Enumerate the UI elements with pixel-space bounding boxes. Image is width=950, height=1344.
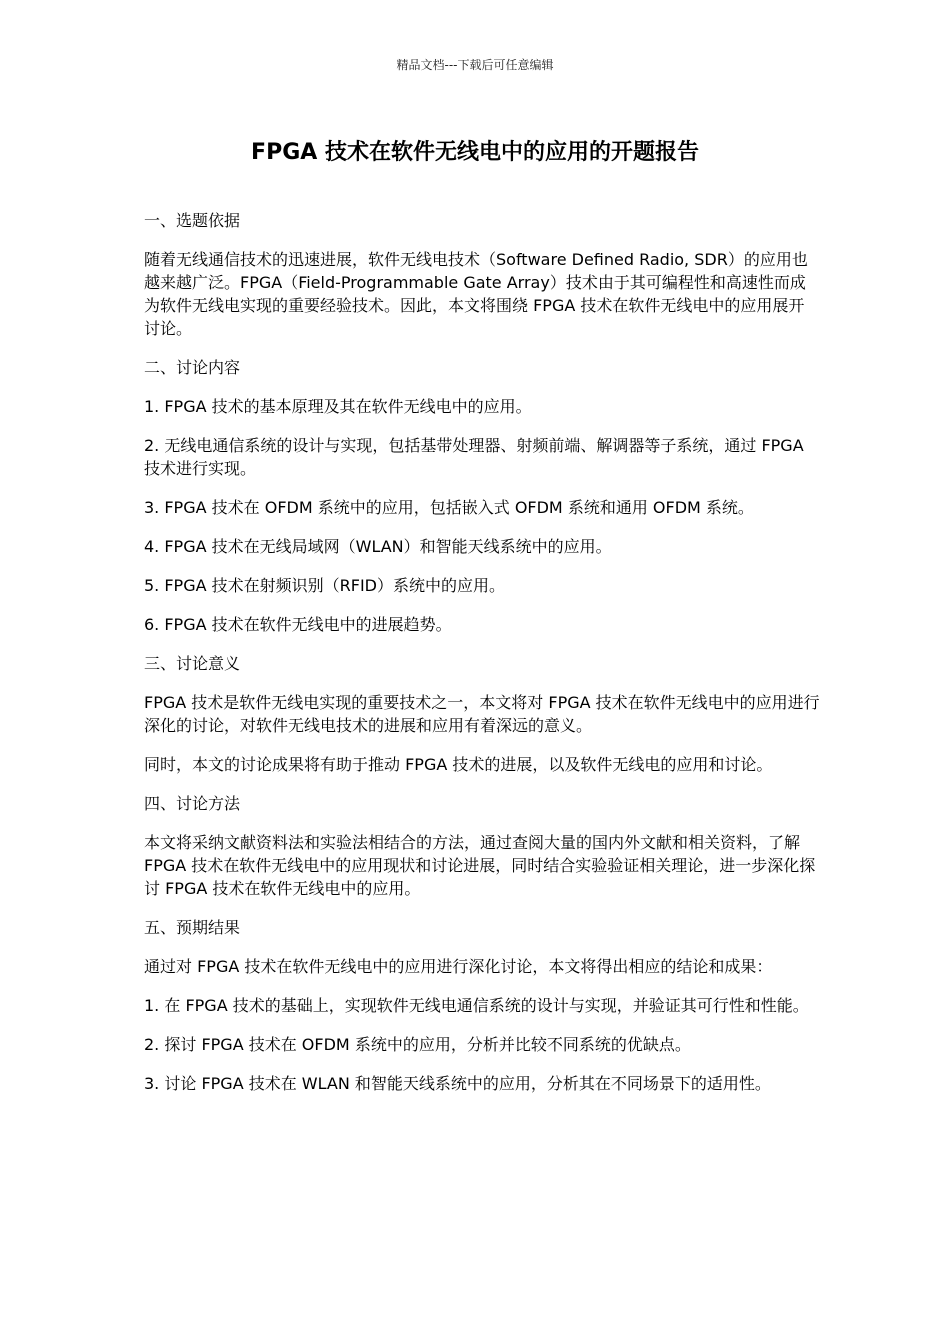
paragraph-results-intro: 通过对 FPGA 技术在软件无线电中的应用进行深化讨论，本文将得出相应的结论和成果：	[144, 957, 773, 976]
document-body	[144, 209, 820, 1111]
result-item-1: 1. 在 FPGA 技术的基础上，实现软件无线电通信系统的设计与实现，并验证其可行性和性能。	[144, 996, 809, 1015]
paragraph-method: 本文将采纳文献资料法和实验法相结合的方法，通过查阅大量的国内外文献和相关资料，了解 FPGA 技术在软件无线电中的应用现状和讨论进展，同时结合实验验证相关理论，进一步深化探讨 FPGA 技术在软件无线电中的应用。	[144, 833, 816, 898]
section-heading-basis: 一、选题依据	[144, 211, 241, 230]
content-item-5: 5. FPGA 技术在射频识别（RFID）系统中的应用。	[144, 576, 505, 595]
document-title: FPGA 技术在软件无线电中的应用的开题报告	[251, 140, 699, 165]
section-heading-significance: 三、讨论意义	[144, 654, 241, 673]
header-note: 精品文档---下载后可任意编辑	[396, 58, 554, 72]
section-heading-results: 五、预期结果	[144, 918, 241, 937]
section-heading-content: 二、讨论内容	[144, 358, 241, 377]
result-item-2: 2. 探讨 FPGA 技术在 OFDM 系统中的应用，分析并比较不同系统的优缺点。	[144, 1035, 691, 1054]
paragraph-significance-2: 同时，本文的讨论成果将有助于推动 FPGA 技术的进展，以及软件无线电的应用和讨论。	[144, 755, 773, 774]
content-item-3: 3. FPGA 技术在 OFDM 系统中的应用，包括嵌入式 OFDM 系统和通用 OFDM 系统。	[144, 498, 754, 517]
section-heading-method: 四、讨论方法	[144, 794, 241, 813]
paragraph-background: 随着无线通信技术的迅速进展，软件无线电技术（Software Defined Radio, SDR）的应用也越来越广泛。FPGA（Field-Programmable Gate Array）技术由于其可编程性和高速性而成为软件无线电实现的重要经验技术。因此，本文将围绕 FPGA 技术在软件无线电中的应用展开讨论。	[144, 250, 808, 338]
result-item-3: 3. 讨论 FPGA 技术在 WLAN 和智能天线系统中的应用，分析其在不同场景下的适用性。	[144, 1074, 771, 1093]
paragraph-significance-1: FPGA 技术是软件无线电实现的重要技术之一，本文将对 FPGA 技术在软件无线电中的应用进行深化的讨论，对软件无线电技术的进展和应用有着深远的意义。	[144, 693, 820, 735]
content-item-1: 1. FPGA 技术的基本原理及其在软件无线电中的应用。	[144, 397, 532, 416]
content-item-6: 6. FPGA 技术在软件无线电中的进展趋势。	[144, 615, 452, 634]
content-item-4: 4. FPGA 技术在无线局域网（WLAN）和智能天线系统中的应用。	[144, 537, 612, 556]
content-item-2: 2. 无线电通信系统的设计与实现，包括基带处理器、射频前端、解调器等子系统，通过 FPGA 技术进行实现。	[144, 436, 804, 478]
